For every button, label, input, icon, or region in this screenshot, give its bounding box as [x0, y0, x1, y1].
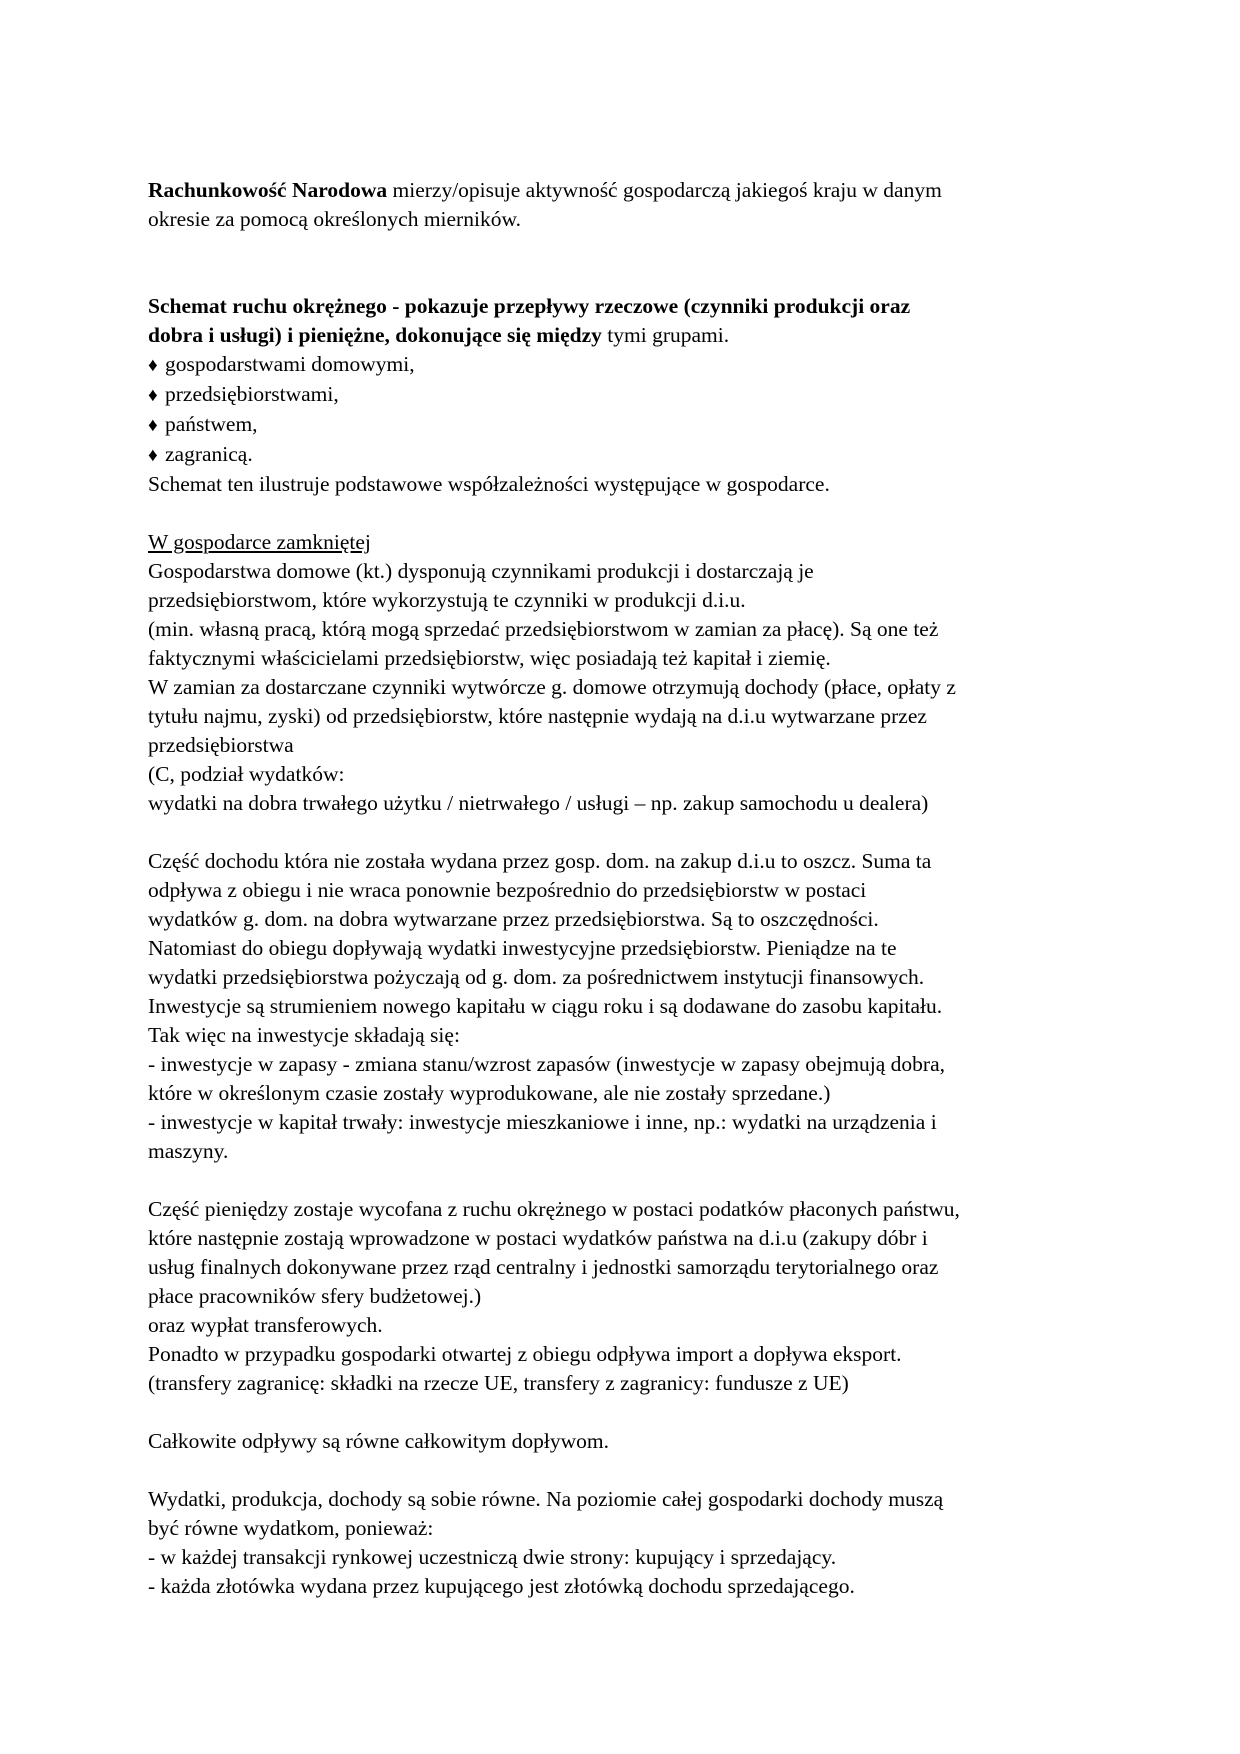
paragraph-podatki: [148, 1195, 1108, 1398]
spacer: [148, 499, 1108, 528]
text-line: przedsiębiorstwom, które wykorzystują te czynniki w produkcji d.i.u.: [148, 588, 746, 612]
text-line: tytułu najmu, zyski) od przedsiębiorstw, które następnie wydają na d.i.u wytwarzane przez: [148, 704, 927, 728]
text-line: - w każdej transakcji rynkowej uczestniczą dwie strony: kupujący i sprzedający.: [148, 1545, 837, 1569]
text-line: Tak więc na inwestycje składają się:: [148, 1023, 460, 1047]
text-line: oraz wypłat transferowych.: [148, 1313, 383, 1337]
text-line: wydatki przedsiębiorstwa pożyczają od g. dom. za pośrednictwem instytucji finansowych.: [148, 965, 925, 989]
text-line: Ponadto w przypadku gospodarki otwartej z obiegu odpływa import a dopływa eksport.: [148, 1342, 902, 1366]
text-fragment: mierzy/opisuje aktywność gospodarczą jakiegoś kraju w danym: [387, 178, 942, 202]
spacer: [148, 1398, 1108, 1427]
spacer: [148, 1456, 1108, 1485]
spacer: [148, 234, 1108, 292]
text-line: - inwestycje w kapitał trwały: inwestycje mieszkaniowe i inne, np.: wydatki na urządzenia i: [148, 1110, 937, 1134]
text-line: Natomiast do obiegu dopływają wydatki inwestycyjne przedsiębiorstw. Pieniądze na te: [148, 936, 897, 960]
paragraph-schemat: [148, 292, 1108, 499]
list-item-text: przedsiębiorstwami,: [165, 382, 339, 406]
text-line: które w określonym czasie zostały wyprodukowane, ale nie zostały sprzedane.): [148, 1081, 831, 1105]
paragraph-rownowaga: [148, 1485, 1108, 1601]
bold-fragment: dobra i usługi) i pieniężne, dokonujące się między: [148, 323, 602, 347]
document-page: [148, 176, 1108, 1601]
paragraph-definition: [148, 176, 1108, 234]
text-fragment: tymi grupami.: [601, 323, 730, 347]
text-line: faktycznymi właścicielami przedsiębiorstw, więc posiadają też kapitał i ziemię.: [148, 646, 831, 670]
list-item-text: gospodarstwami domowymi,: [165, 352, 415, 376]
text-line: Inwestycje są strumieniem nowego kapitału w ciągu roku i są dodawane do zasobu kapitału.: [148, 994, 943, 1018]
text-line: usług finalnych dokonywane przez rząd centralny i jednostki samorządu terytorialnego oraz: [148, 1255, 939, 1279]
spacer: [148, 818, 1108, 847]
text-line: które następnie zostają wprowadzone w postaci wydatków państwa na d.i.u (zakupy dóbr i: [148, 1226, 928, 1250]
diamond-bullet-icon: ♦: [148, 385, 158, 406]
diamond-bullet-icon: ♦: [148, 445, 158, 466]
text-line: W zamian za dostarczane czynniki wytwórcze g. domowe otrzymują dochody (płace, opłaty z: [148, 675, 956, 699]
text-line: okresie za pomocą określonych mierników.: [148, 207, 521, 231]
text-line: Część dochodu która nie została wydana przez gosp. dom. na zakup d.i.u to oszcz. Suma ta: [148, 849, 932, 873]
term-rachunkowosc-narodowa: Rachunkowość Narodowa: [148, 178, 388, 202]
text-line: przedsiębiorstwa: [148, 733, 294, 757]
text-line: [148, 176, 1108, 205]
text-line: Część pieniędzy zostaje wycofana z ruchu okrężnego w postaci podatków płaconych państwu,: [148, 1197, 960, 1221]
text-line: - inwestycje w zapasy - zmiana stanu/wzrost zapasów (inwestycje w zapasy obejmują dobra,: [148, 1052, 946, 1076]
text-line: Wydatki, produkcja, dochody są sobie równe. Na poziomie całej gospodarki dochody muszą: [148, 1487, 944, 1511]
text-line: Schemat ruchu okrężnego - pokazuje przepływy rzeczowe (czynniki produkcji oraz: [148, 294, 911, 318]
text-line: [148, 321, 1108, 350]
spacer: [148, 1166, 1108, 1195]
text-line: Gospodarstwa domowe (kt.) dysponują czynnikami produkcji i dostarczają je: [148, 559, 814, 583]
list-item: [148, 380, 1108, 410]
diamond-bullet-icon: ♦: [148, 355, 158, 376]
text-line: płace pracowników sfery budżetowej.): [148, 1284, 482, 1308]
text-line: - każda złotówka wydana przez kupującego jest złotówką dochodu sprzedającego.: [148, 1574, 855, 1598]
list-item: [148, 440, 1108, 470]
text-line: (min. własną pracą, którą mogą sprzedać przedsiębiorstwom w zamian za płacę). Są one też: [148, 617, 939, 641]
paragraph-odplywy: [148, 1427, 1108, 1456]
text-line: (transfery zagranicę: składki na rzecze UE, transfery z zagranicy: fundusze z UE): [148, 1371, 849, 1395]
text-line: być równe wydatkom, ponieważ:: [148, 1516, 434, 1540]
list-item-text: zagranicą.: [165, 442, 253, 466]
list-item-text: państwem,: [165, 412, 258, 436]
section-heading: W gospodarce zamkniętej: [148, 530, 371, 554]
paragraph-oszczednosci: [148, 847, 1108, 1166]
text-line: Całkowite odpływy są równe całkowitym dopływom.: [148, 1429, 609, 1453]
text-line: maszyny.: [148, 1139, 229, 1163]
list-item: [148, 350, 1108, 380]
list-item: [148, 410, 1108, 440]
text-line: (C, podział wydatków:: [148, 762, 345, 786]
text-line: Schemat ten ilustruje podstawowe współzależności występujące w gospodarce.: [148, 472, 830, 496]
text-line: wydatków g. dom. na dobra wytwarzane przez przedsiębiorstwa. Są to oszczędności.: [148, 907, 879, 931]
text-line: wydatki na dobra trwałego użytku / nietrwałego / usługi – np. zakup samochodu u dealera): [148, 791, 929, 815]
text-line: odpływa z obiegu i nie wraca ponownie bezpośrednio do przedsiębiorstw w postaci: [148, 878, 867, 902]
diamond-bullet-icon: ♦: [148, 415, 158, 436]
paragraph-gospodarka-zamknieta: [148, 528, 1108, 818]
